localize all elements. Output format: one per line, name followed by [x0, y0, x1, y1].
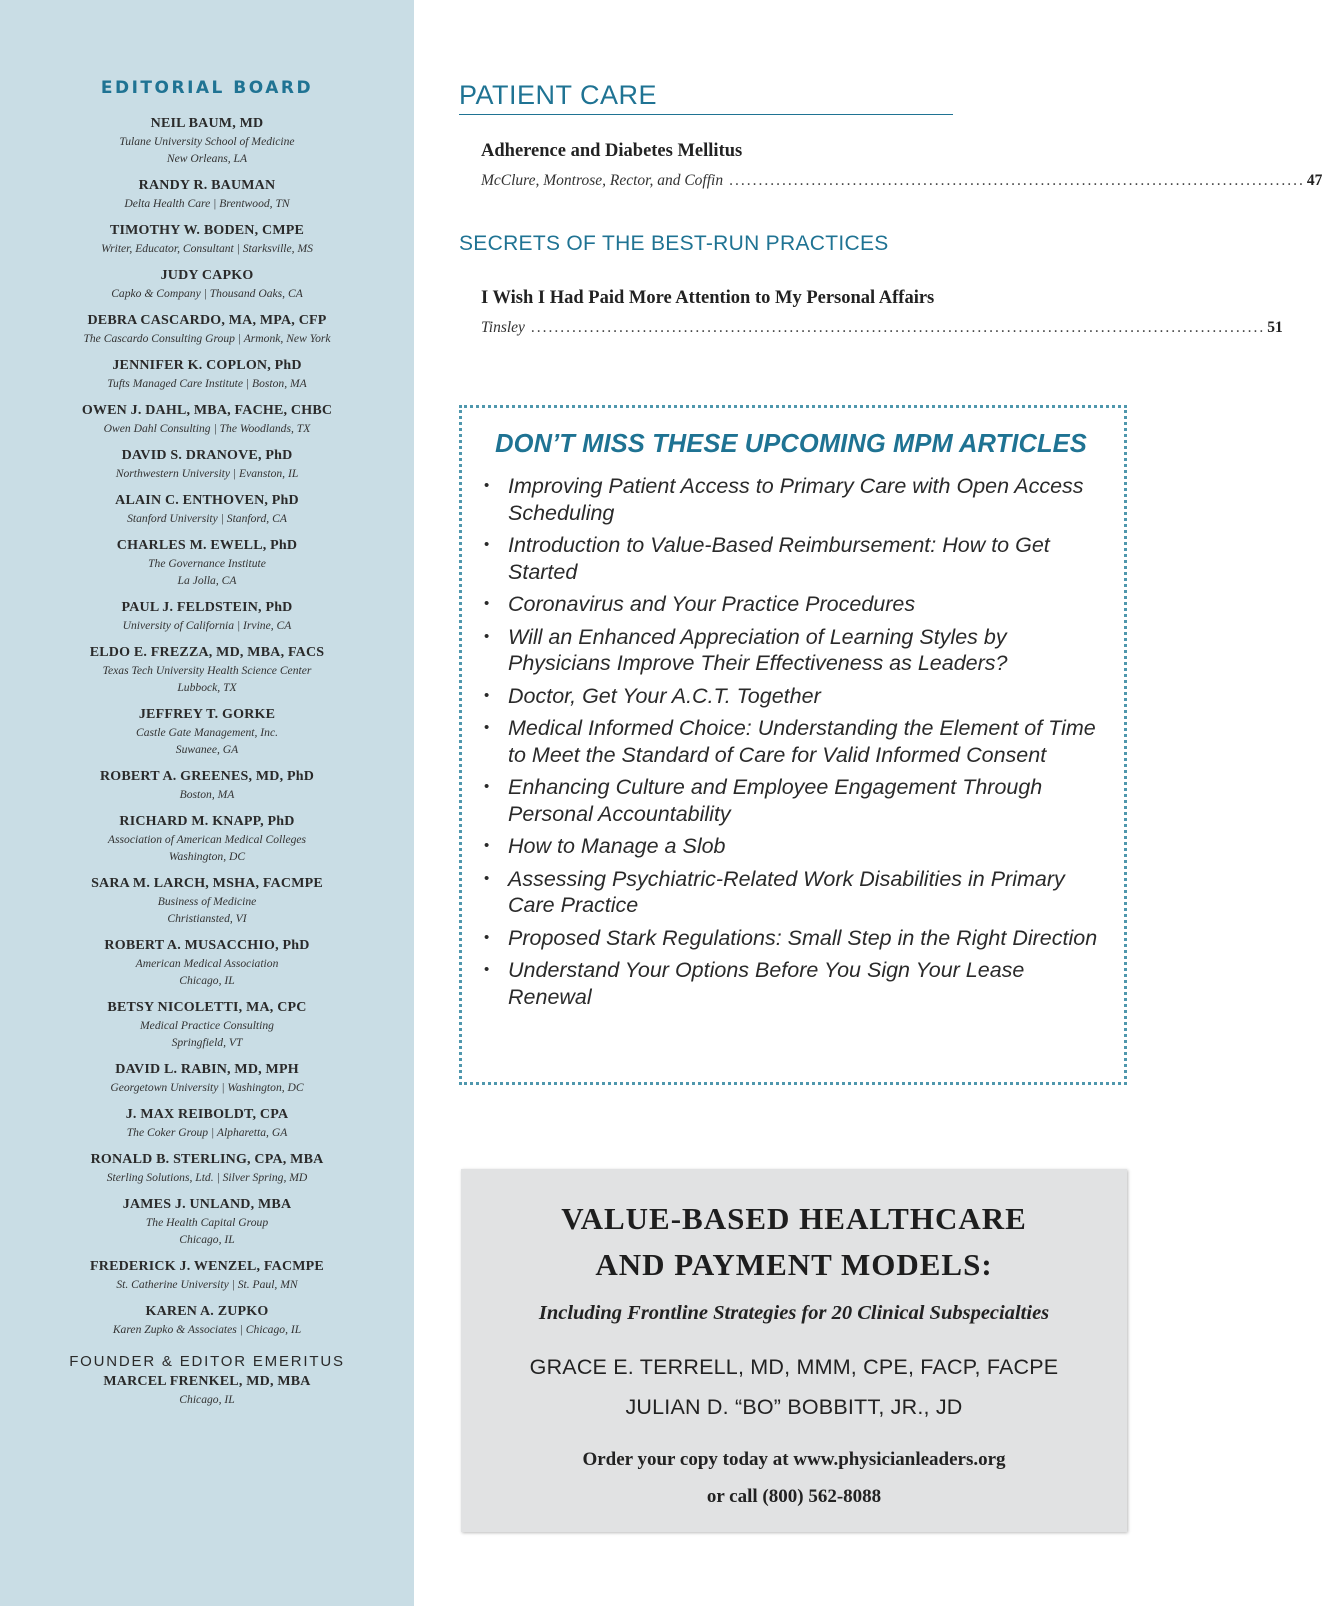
board-member-affiliation: Stanford University | Stanford, CA [127, 512, 287, 525]
board-member-name: KAREN A. ZUPKO [145, 1304, 269, 1319]
board-member-name: OWEN J. DAHL, MBA, FACHE, CHBC [81, 403, 333, 418]
board-member [0, 1150, 414, 1186]
upcoming-articles-list [482, 473, 1100, 1010]
board-member-affiliation: Tulane University School of Medicine [119, 135, 295, 148]
toc-entry-title: Adherence and Diabetes Mellitus [481, 141, 743, 161]
board-member-name: NEIL BAUM, MD [150, 116, 264, 131]
upcoming-article-title: Introduction to Value-Based Reimbursement: How to Get Started [508, 533, 1050, 584]
board-member-name: BETSY NICOLETTI, MA, CPC [107, 1000, 307, 1015]
upcoming-article-title: Assessing Psychiatric-Related Work Disabilities in Primary Care Practice [508, 866, 1065, 917]
board-member [0, 536, 414, 589]
upcoming-article-item [482, 925, 1100, 952]
upcoming-article-item [482, 683, 1100, 710]
promo-title-line: VALUE-BASED HEALTHCARE [561, 1201, 1027, 1236]
board-member-affiliation: Texas Tech University Health Science Center [102, 664, 312, 677]
board-member-affiliation: Capko & Company | Thousand Oaks, CA [111, 287, 303, 300]
bullet-icon: • [484, 961, 490, 978]
board-member-name: JUDY CAPKO [160, 268, 254, 283]
board-member [0, 1060, 414, 1096]
board-member-affiliation: American Medical Association [135, 957, 279, 970]
board-member-affiliation: Tufts Managed Care Institute | Boston, MA [107, 377, 307, 390]
promo-authors [461, 1347, 1127, 1427]
board-member [0, 705, 414, 758]
toc-entry-page: 47 [1306, 172, 1322, 189]
upcoming-article-title: Doctor, Get Your A.C.T. Together [508, 683, 821, 708]
board-member-name: ELDO E. FREZZA, MD, MBA, FACS [89, 645, 325, 660]
upcoming-article-item [482, 833, 1100, 860]
bullet-icon: • [484, 627, 490, 645]
board-member [0, 598, 414, 634]
upcoming-article-title: Enhancing Culture and Employee Engagement Through Personal Accountability [508, 775, 1043, 826]
promo-order-website[interactable]: Order your copy today at www.physicianleaders.org [582, 1449, 1006, 1470]
upcoming-article-item [482, 715, 1100, 768]
toc-entry-authors: Tinsley [481, 319, 525, 336]
patient-care-rule [459, 114, 953, 115]
board-member-affiliation: Chicago, IL [179, 1233, 235, 1246]
toc-entry-byline [481, 172, 1322, 190]
board-member-name: PAUL J. FELDSTEIN, PhD [121, 600, 293, 615]
board-member-name: JEFFREY T. GORKE [138, 707, 276, 722]
board-member-name: ROBERT A. GREENES, MD, PhD [99, 769, 315, 784]
board-member-affiliation: The Cascardo Consulting Group | Armonk, New York [83, 332, 331, 345]
toc-entry-page: 51 [1267, 319, 1283, 336]
board-member [0, 936, 414, 989]
board-member-affiliation: The Governance Institute [148, 557, 266, 570]
bullet-icon: • [484, 477, 490, 494]
board-member-name: ALAIN C. ENTHOVEN, PhD [115, 493, 299, 508]
board-member [0, 356, 414, 392]
board-member [0, 1257, 414, 1293]
toc-entry-title: I Wish I Had Paid More Attention to My Personal Affairs [481, 288, 935, 308]
board-member-affiliation: Association of American Medical Colleges [107, 833, 307, 846]
upcoming-article-title: Medical Informed Choice: Understanding the Element of Time to Meet the Standard of Care for Valid Informed Consent [508, 716, 1096, 767]
board-member [0, 874, 414, 927]
upcoming-article-title: How to Manage a Slob [508, 834, 726, 858]
board-member-affiliation: St. Catherine University | St. Paul, MN [116, 1278, 298, 1291]
promo-author: GRACE E. TERRELL, MD, MMM, CPE, FACP, FACPE [529, 1355, 1059, 1379]
toc-entry-byline [481, 319, 1283, 337]
board-member [0, 812, 414, 865]
board-member [0, 401, 414, 437]
upcoming-article-item [482, 866, 1100, 919]
board-member [0, 1302, 414, 1338]
board-member-affiliation: Washington, DC [168, 850, 246, 863]
board-member-affiliation: Sterling Solutions, Ltd. | Silver Spring, MD [106, 1171, 308, 1184]
promo-title [461, 1196, 1127, 1288]
promo-order-info [461, 1441, 1127, 1515]
upcoming-article-title: Improving Patient Access to Primary Care with Open Access Scheduling [508, 474, 1084, 525]
bullet-icon: • [484, 869, 490, 887]
book-promo [461, 1169, 1127, 1532]
upcoming-article-item [482, 473, 1100, 526]
bullet-icon: • [484, 928, 490, 946]
board-member-affiliation: Delta Health Care | Brentwood, TN [124, 197, 290, 210]
board-member [0, 114, 414, 167]
bullet-icon: • [484, 778, 490, 795]
upcoming-article-title: Understand Your Options Before You Sign Your Lease Renewal [508, 958, 1025, 1009]
dot-leader: .................................................................................................. [729, 172, 1305, 189]
board-member-affiliation: Chicago, IL [179, 974, 235, 987]
toc-entry-personal-affairs[interactable] [481, 286, 1283, 337]
promo-title-line: AND PAYMENT MODELS: [595, 1247, 993, 1282]
board-member-name: ROBERT A. MUSACCHIO, PhD [104, 938, 310, 953]
board-member [0, 1105, 414, 1141]
upcoming-article-item [482, 957, 1100, 1010]
board-member-name: RANDY R. BAUMAN [138, 178, 276, 193]
board-member-affiliation: Georgetown University | Washington, DC [110, 1081, 304, 1094]
promo-order-phone[interactable]: or call (800) 562-8088 [706, 1486, 882, 1507]
founder-affiliation: Chicago, IL [179, 1393, 235, 1406]
upcoming-article-item [482, 591, 1100, 618]
board-member-affiliation: University of California | Irvine, CA [122, 619, 292, 632]
board-member-affiliation: New Orleans, LA [166, 152, 248, 165]
upcoming-article-title: Proposed Stark Regulations: Small Step in the Right Direction [508, 925, 1098, 950]
board-member [0, 311, 414, 347]
board-member-affiliation: Karen Zupko & Associates | Chicago, IL [112, 1323, 302, 1336]
board-member-affiliation: Medical Practice Consulting [140, 1019, 274, 1032]
bullet-icon: • [484, 837, 490, 854]
board-member-affiliation: Suwanee, GA [175, 743, 239, 756]
toc-entry-adherence[interactable] [481, 139, 1322, 190]
editorial-board-list [0, 114, 414, 1338]
board-member-name: RICHARD M. KNAPP, PhD [119, 814, 295, 829]
board-member-name: RONALD B. STERLING, CPA, MBA [90, 1152, 324, 1167]
board-member-affiliation: Castle Gate Management, Inc. [136, 726, 278, 739]
board-member-affiliation: Business of Medicine [157, 895, 257, 908]
patient-care-heading: PATIENT CARE [459, 80, 658, 110]
board-member-name: CHARLES M. EWELL, PhD [116, 538, 298, 553]
upcoming-article-item [482, 774, 1100, 827]
upcoming-article-item [482, 624, 1100, 677]
board-member-name: JENNIFER K. COPLON, PhD [112, 358, 302, 373]
promo-subtitle: Including Frontline Strategies for 20 Clinical Subspecialties [538, 1302, 1050, 1324]
board-member [0, 221, 414, 257]
founder-title: FOUNDER & EDITOR EMERITUS [69, 1353, 345, 1370]
upcoming-articles-box [459, 405, 1127, 1085]
board-member-affiliation: Christiansted, VI [167, 912, 247, 925]
board-member-affiliation: The Coker Group | Alpharetta, GA [126, 1126, 288, 1139]
promo-author: JULIAN D. “BO” BOBBITT, JR., JD [625, 1395, 963, 1419]
board-member-name: J. MAX REIBOLDT, CPA [125, 1107, 289, 1122]
upcoming-article-title: Will an Enhanced Appreciation of Learning Styles by Physicians Improve Their Effectiveness as Leaders? [508, 624, 1008, 675]
board-member-name: JAMES J. UNLAND, MBA [122, 1197, 292, 1212]
editorial-board-title: EDITORIAL BOARD [100, 78, 314, 98]
board-member [0, 176, 414, 212]
board-member-affiliation: Springfield, VT [171, 1036, 243, 1049]
bullet-icon: • [484, 686, 490, 704]
bullet-icon: • [484, 595, 490, 612]
bullet-icon: • [484, 536, 490, 553]
board-member-affiliation: La Jolla, CA [177, 574, 237, 587]
dot-leader: ............................................................................................................................. [530, 319, 1266, 336]
upcoming-article-title: Coronavirus and Your Practice Procedures [508, 592, 916, 616]
board-member-name: FREDERICK J. WENZEL, FACMPE [90, 1259, 324, 1274]
bullet-icon: • [484, 719, 490, 736]
board-member-affiliation: Northwestern University | Evanston, IL [115, 467, 299, 480]
founder-entry [0, 1372, 414, 1408]
board-member [0, 266, 414, 302]
board-member-name: DAVID L. RABIN, MD, MPH [115, 1062, 299, 1077]
board-member-name: DAVID S. DRANOVE, PhD [121, 448, 293, 463]
board-member-affiliation: Writer, Educator, Consultant | Starksville, MS [101, 242, 313, 255]
board-member [0, 998, 414, 1051]
board-member-affiliation: Lubbock, TX [177, 681, 237, 694]
secrets-heading: SECRETS OF THE BEST-RUN PRACTICES [459, 232, 889, 255]
upcoming-article-item [482, 532, 1100, 585]
board-member [0, 643, 414, 696]
board-member [0, 491, 414, 527]
board-member [0, 767, 414, 803]
board-member-name: SARA M. LARCH, MSHA, FACMPE [91, 876, 323, 891]
board-member-affiliation: Boston, MA [179, 788, 235, 801]
board-member-affiliation: Owen Dahl Consulting | The Woodlands, TX [103, 422, 311, 435]
board-member-name: DEBRA CASCARDO, MA, MPA, CFP [87, 313, 327, 328]
toc-entry-authors: McClure, Montrose, Rector, and Coffin [481, 172, 724, 189]
board-member [0, 446, 414, 482]
board-member [0, 1195, 414, 1248]
founder-name: MARCEL FRENKEL, MD, MBA [103, 1374, 311, 1389]
editorial-board-sidebar [0, 0, 414, 1606]
board-member-affiliation: The Health Capital Group [145, 1216, 269, 1229]
upcoming-articles-title: DON’T MISS THESE UPCOMING MPM ARTICLES [495, 430, 1087, 458]
board-member-name: TIMOTHY W. BODEN, CMPE [109, 223, 305, 238]
